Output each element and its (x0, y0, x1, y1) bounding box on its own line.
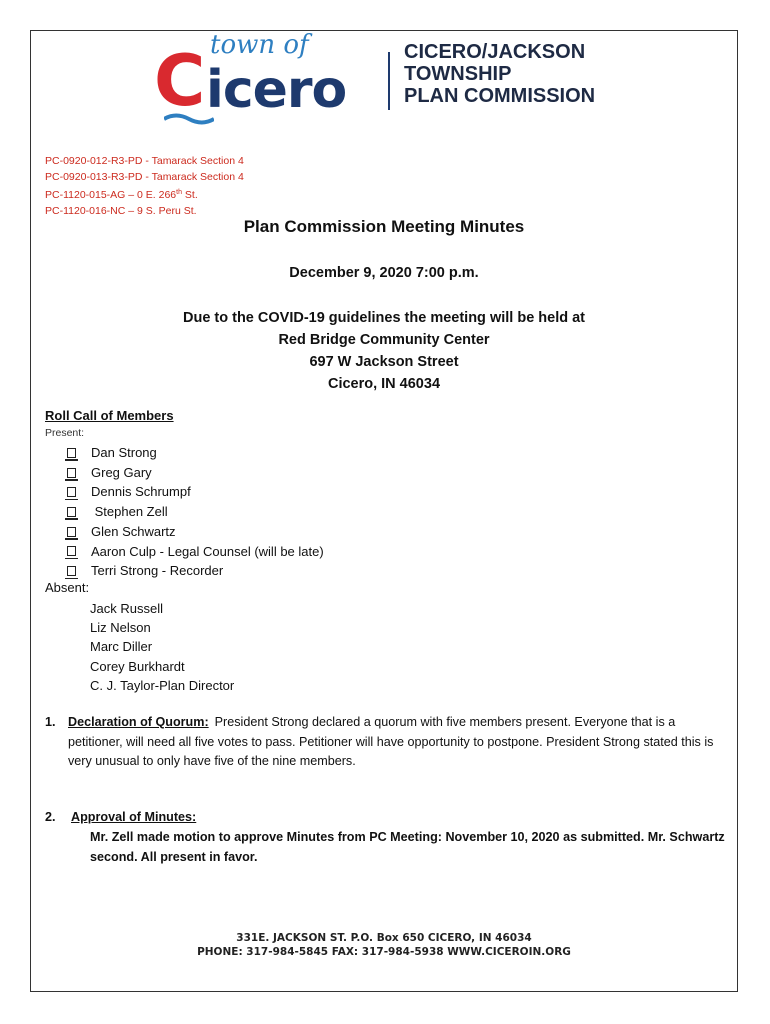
case-ref: PC-0920-012-R3-PD - Tamarack Section 4 (45, 155, 244, 167)
present-member: Stephen Zell (67, 502, 324, 522)
logo-town-of-text: town of (210, 30, 309, 60)
document-title: Plan Commission Meeting Minutes (243, 217, 525, 236)
venue-line: Due to the COVID-19 guidelines the meeting will be held at (182, 310, 586, 326)
checkbox-icon (67, 468, 76, 478)
present-member: Dennis Schrumpf (67, 482, 324, 502)
present-member: Dan Strong (67, 443, 324, 463)
present-member: Greg Gary (67, 463, 324, 483)
absent-label: Absent: (45, 580, 90, 595)
venue-line: 697 W Jackson Street (309, 354, 459, 370)
logo-icero-text: icero (206, 60, 347, 120)
commission-line: PLAN COMMISSION (404, 85, 596, 107)
meeting-date: December 9, 2020 7:00 p.m. (289, 265, 479, 281)
item-body: Mr. Zell made motion to approve Minutes from PC Meeting: November 10, 2020 as submitted. Mr. Schwartz second. All present in favor. (90, 830, 725, 864)
case-references (45, 153, 244, 219)
roll-call-heading: Roll Call of Members (45, 408, 174, 423)
item-body: President Strong declared a quorum with five members present. Everyone that is a petitioner, will need all five votes to pass. Petitioner will have opportunity to postpone. President Strong stated this is very unusual to only have five of the nine members. (68, 715, 714, 768)
case-ref: PC-0920-013-R3-PD - Tamarack Section 4 (45, 171, 244, 183)
absent-member: Marc Diller (90, 639, 153, 655)
header-divider (388, 52, 390, 110)
present-members-list (67, 443, 324, 581)
present-member: Terri Strong - Recorder (67, 561, 324, 581)
checkbox-icon (67, 527, 76, 537)
absent-member: C. J. Taylor-Plan Director (90, 677, 235, 693)
case-ref: PC-1120-016-NC – 9 S. Peru St. (45, 205, 197, 217)
meeting-venue (30, 307, 738, 395)
logo-c-letter: C (154, 40, 206, 122)
item-heading: Approval of Minutes: (71, 810, 197, 824)
present-member: Aaron Culp - Legal Counsel (will be late) (67, 542, 324, 562)
commission-name (404, 41, 595, 107)
footer-address: 331E. JACKSON ST. P.O. Box 650 CICERO, IN 46034 (236, 932, 532, 944)
item-number: 2. (45, 810, 56, 824)
item-heading: Declaration of Quorum: (68, 715, 209, 729)
footer-contact: PHONE: 317-984-5845 FAX: 317-984-5938 WWW.CICEROIN.ORG (197, 946, 571, 958)
checkbox-icon (67, 487, 76, 497)
item-number: 1. (45, 715, 56, 729)
checkbox-icon (67, 448, 76, 458)
item-text (68, 713, 730, 772)
absent-members-list (90, 599, 234, 695)
absent-member: Liz Nelson (90, 620, 151, 636)
commission-line: TOWNSHIP (404, 63, 512, 85)
checkbox-icon (67, 507, 76, 517)
present-label: Present: (45, 427, 85, 439)
checkbox-icon (67, 566, 76, 576)
venue-line: Red Bridge Community Center (278, 332, 490, 348)
commission-line: CICERO/JACKSON (404, 41, 586, 63)
logo-wave-icon (164, 112, 214, 126)
present-member: Glen Schwartz (67, 522, 324, 542)
absent-member: Corey Burkhardt (90, 658, 185, 674)
venue-line: Cicero, IN 46034 (327, 376, 441, 392)
checkbox-icon (67, 546, 76, 556)
case-ref: PC-1120-015-AG – 0 E. 266th St. (45, 189, 198, 201)
town-of-cicero-logo (154, 30, 404, 122)
absent-member: Jack Russell (90, 601, 163, 616)
